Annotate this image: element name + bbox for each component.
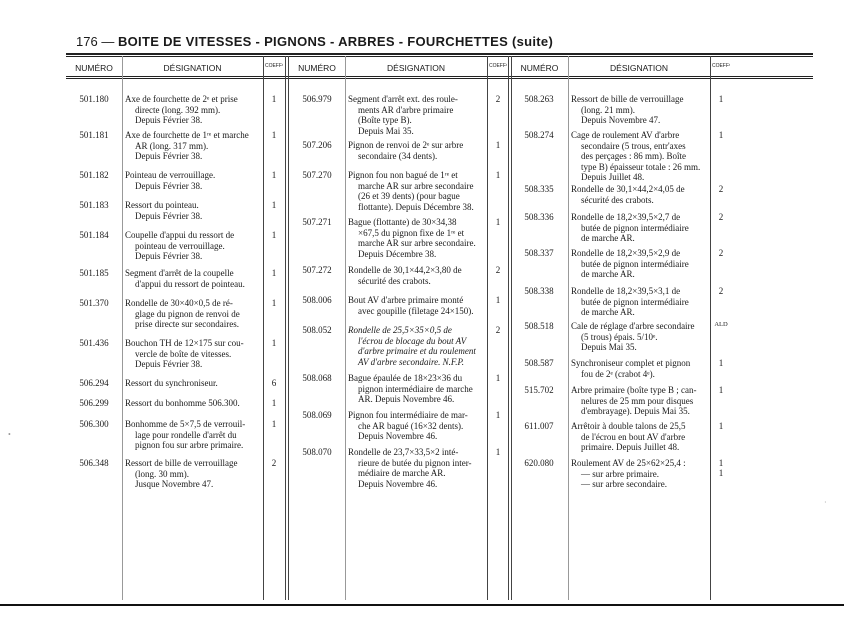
designation-line: Bague (flottante) de 30×34,38 — [348, 217, 457, 227]
part-designation — [571, 94, 710, 126]
part-designation — [125, 419, 263, 451]
part-designation — [125, 338, 263, 370]
part-number: 508.068 — [302, 373, 332, 383]
table-top-rule — [66, 53, 813, 55]
part-coefficient: 2 — [718, 212, 724, 222]
designation-line: d'embrayage). Depuis Mai 35. — [581, 406, 690, 416]
designation-line: Depuis Février 38. — [135, 251, 203, 261]
part-coefficient: 1 — [271, 94, 277, 104]
designation-line: Axe de fourchette de 1ʳᵉ et marche — [125, 130, 249, 140]
designation-line: glage du pignon de renvoi de — [135, 308, 240, 319]
designation-line: Jusque Novembre 47. — [135, 479, 214, 489]
designation-line: Pignon fou intermédiaire de mar- — [348, 410, 468, 420]
designation-line: lage pour rondelle d'arrêt du — [135, 429, 237, 440]
designation-line: avec goupille (filetage 24×150). — [358, 305, 474, 316]
part-number: 506.348 — [79, 458, 109, 468]
designation-line: pignon fou sur arbre primaire. — [135, 440, 244, 450]
designation-line: AR (long. 317 mm). — [135, 140, 209, 151]
part-number: 508.070 — [302, 447, 332, 457]
designation-line: Ressort de bille de verrouillage — [125, 458, 238, 468]
table-top-rule-thin — [66, 56, 813, 57]
designation-line: Cale de réglage d'arbre secondaire — [571, 321, 695, 331]
part-designation — [571, 358, 710, 379]
header-bottom-rule — [66, 76, 813, 77]
designation-line: ments AR d'arbre primaire — [358, 104, 454, 115]
designation-line: Depuis Février 38. — [135, 359, 203, 369]
part-number: 506.979 — [302, 94, 332, 104]
part-designation — [348, 325, 487, 367]
designation-line: Depuis Février 38. — [135, 180, 203, 191]
part-designation — [571, 286, 710, 318]
part-designation — [125, 170, 263, 191]
part-coefficient: 1 — [718, 130, 724, 140]
col-separator-2a — [508, 56, 509, 600]
designation-line: rieure de butée du pignon inter- — [358, 457, 472, 468]
designation-line: ×67,5 du pignon fixe de 1ʳᵉ et — [358, 227, 465, 238]
part-coefficient: 1 — [271, 338, 277, 348]
designation-line: sécurité des crabots. — [358, 275, 431, 286]
part-number: 508.274 — [524, 130, 554, 140]
designation-line: marche AR sur arbre secondaire — [358, 180, 474, 191]
part-number: 508.338 — [524, 286, 554, 296]
part-designation — [125, 398, 263, 409]
part-coefficient: 2 — [718, 248, 724, 258]
page-number: 176 — [76, 34, 98, 49]
designation-line: butée de pignon intermédiaire — [581, 296, 689, 307]
part-coefficient: 1 — [495, 373, 501, 383]
col3-numero-rule — [568, 56, 569, 600]
part-number: 620.080 — [524, 458, 554, 468]
part-coefficient: 1 — [271, 268, 277, 278]
part-number: 611.007 — [524, 421, 554, 431]
designation-line: type B) épaisseur totale : 26 mm. — [581, 161, 701, 172]
part-number: 501.185 — [79, 268, 109, 278]
designation-line: Pignon de renvoi de 2ᵉ sur arbre — [348, 140, 464, 150]
part-coefficient: 1 — [495, 410, 501, 420]
part-coefficient: 1 — [495, 295, 501, 305]
designation-line: Ressort du bonhomme 506.300. — [125, 398, 240, 408]
col1-numero-rule — [122, 56, 123, 600]
part-designation — [125, 94, 263, 126]
part-coefficient: 6 — [271, 378, 277, 388]
designation-line: Cage de roulement AV d'arbre — [571, 130, 680, 140]
designation-line: Roulement AV de 25×62×25,4 : — [571, 458, 686, 468]
part-designation — [348, 94, 487, 136]
designation-line: Depuis Mai 35. — [358, 125, 414, 136]
part-coefficient: 1 — [495, 217, 501, 227]
part-designation — [571, 458, 710, 490]
part-number: 501.180 — [79, 94, 109, 104]
designation-line: l'écrou de blocage du bout AV — [358, 335, 467, 346]
designation-line: Axe de fourchette de 2ᵉ et prise — [125, 94, 238, 104]
part-designation — [348, 170, 487, 212]
designation-line: Arbre primaire (boîte type B ; can- — [571, 385, 697, 395]
designation-line: pointeau de verrouillage. — [135, 240, 225, 251]
designation-line: Rondelle de 18,2×39,5×3,1 de — [571, 286, 681, 296]
part-designation — [348, 265, 487, 286]
part-coefficient: 1 — [271, 170, 277, 180]
designation-line: Ressort du pointeau. — [125, 200, 199, 210]
designation-line: Rondelle de 25,5×35×0,5 de — [348, 325, 452, 335]
part-coefficient: 1 — [495, 447, 501, 457]
designation-line: de marche AR. — [581, 307, 635, 317]
part-designation — [125, 298, 263, 330]
part-designation — [348, 447, 487, 489]
designation-line: Arrêtoir à double talons de 25,5 — [571, 421, 686, 431]
part-designation — [125, 200, 263, 221]
part-number: 507.270 — [302, 170, 332, 180]
part-number: 508.518 — [524, 321, 554, 331]
part-designation — [571, 248, 710, 280]
part-number: 508.069 — [302, 410, 332, 420]
designation-line: che AR bagué (16×32 dents). — [358, 420, 464, 431]
part-number: 506.294 — [79, 378, 109, 388]
part-number: 501.182 — [79, 170, 109, 180]
designation-line: Rondelle de 18,2×39,5×2,9 de — [571, 248, 681, 258]
part-coefficient: 1 — [718, 385, 724, 395]
part-designation — [348, 295, 487, 316]
col2-designation-header: DÉSIGNATION — [387, 63, 445, 73]
part-number: 501.184 — [79, 230, 109, 240]
designation-line: (Boîte type B). — [358, 115, 412, 125]
designation-line: pignon intermédiaire de marche — [358, 383, 473, 394]
designation-line: de marche AR. — [581, 233, 635, 243]
designation-line: AR. Depuis Novembre 46. — [358, 394, 455, 404]
part-coefficient: 1 — [718, 458, 724, 468]
designation-line: secondaire (5 trous, entr'axes — [581, 140, 686, 151]
part-designation — [348, 410, 487, 442]
part-coefficient: 1 — [495, 140, 501, 150]
part-coefficient: 2 — [271, 458, 277, 468]
designation-line: (5 trous) épais. 5/10ᵉ. — [581, 331, 658, 342]
designation-line: (long. 21 mm). — [581, 104, 635, 115]
part-coefficient: 1 — [271, 419, 277, 429]
page-header — [76, 34, 553, 49]
designation-line: Bout AV d'arbre primaire monté — [348, 295, 464, 305]
designation-line: Bonhomme de 5×7,5 de verrouil- — [125, 419, 246, 429]
part-number: 501.181 — [79, 130, 109, 140]
designation-line: Depuis Février 38. — [135, 151, 203, 161]
part-number: 508.336 — [524, 212, 554, 222]
designation-line: Pointeau de verrouillage. — [125, 170, 216, 180]
col1-numero-header: NUMÉRO — [75, 63, 113, 73]
part-number: 507.206 — [302, 140, 332, 150]
part-coefficient: 1 — [271, 298, 277, 308]
header-dash: — — [101, 34, 115, 49]
part-number: 508.587 — [524, 358, 554, 368]
part-coefficient: 2 — [495, 325, 501, 335]
part-coefficient: 2 — [718, 184, 724, 194]
part-coefficient: 2 — [718, 286, 724, 296]
designation-line: — sur arbre secondaire. — [581, 479, 667, 489]
designation-line: d'arbre primaire et du roulement — [358, 346, 476, 356]
designation-line: Segment d'arrêt de la coupelle — [125, 268, 234, 278]
designation-line: Ressort de bille de verrouillage — [571, 94, 684, 104]
part-designation — [125, 458, 263, 490]
part-number: 508.052 — [302, 325, 332, 335]
part-designation — [125, 130, 263, 162]
designation-line: secondaire (34 dents). — [358, 150, 438, 161]
designation-line: vercle de boîte de vitesses. — [135, 348, 232, 359]
part-number: 515.702 — [524, 385, 554, 395]
designation-line: (26 et 39 dents) (pour bague — [358, 191, 460, 201]
part-coefficient: 2 — [495, 94, 501, 104]
designation-line: Depuis Décembre 38. — [358, 248, 437, 259]
part-designation — [571, 321, 710, 353]
designation-line: Depuis Novembre 47. — [581, 115, 661, 125]
designation-line: médiaire de marche AR. — [358, 468, 446, 478]
part-coefficient: 1 — [271, 130, 277, 140]
designation-line: Bouchon TH de 12×175 sur cou- — [125, 338, 244, 348]
part-number: 507.271 — [302, 217, 332, 227]
part-coefficient: 1 — [718, 358, 724, 368]
part-coefficient: 1 — [718, 421, 724, 431]
designation-line: (long. 30 mm). — [135, 468, 189, 479]
designation-line: Rondelle de 30×40×0,5 de ré- — [125, 298, 233, 308]
col1-designation-header: DÉSIGNATION — [163, 63, 222, 73]
part-number: 508.335 — [524, 184, 554, 194]
designation-line: Depuis Novembre 46. — [358, 431, 438, 441]
col2-numero-rule — [345, 56, 346, 600]
part-number: 501.370 — [79, 298, 109, 308]
designation-line: Depuis Mai 35. — [581, 342, 637, 352]
part-coefficient: 1 — [718, 94, 724, 104]
part-coefficient: 1 — [271, 200, 277, 210]
part-number: 508.263 — [524, 94, 554, 104]
part-designation — [125, 230, 263, 262]
designation-line: de marche AR. — [581, 269, 635, 279]
part-number: 501.436 — [79, 338, 109, 348]
designation-line: flottante). Depuis Décembre 38. — [358, 201, 474, 212]
designation-line: primaire. Depuis Juillet 48. — [581, 442, 680, 452]
col2-coeff-header: COEFFᵗ — [488, 63, 508, 69]
margin-mark-left: • — [8, 430, 11, 439]
col3-numero-header: NUMÉRO — [520, 63, 559, 73]
designation-line: fou de 2ᵉ (crabot 4ᵉ). — [581, 368, 655, 379]
part-designation — [348, 140, 487, 161]
designation-line: marche AR sur arbre secondaire. — [358, 238, 476, 248]
part-number: 506.299 — [79, 398, 109, 408]
designation-line: sécurité des crabots. — [581, 194, 654, 205]
col3-coeff-header: COEFFᵗ — [711, 63, 731, 69]
part-coefficient: 2 — [495, 265, 501, 275]
col1-coeff-header: COEFFᵗ — [264, 63, 284, 69]
designation-line: Synchroniseur complet et pignon — [571, 358, 691, 368]
designation-line: Depuis Juillet 48. — [581, 172, 645, 182]
designation-line: Pignon fou non bagué de 1ʳᵉ et — [348, 170, 458, 180]
designation-line: d'appui du ressort de pointeau. — [135, 278, 245, 289]
header-bottom-rule-thin — [66, 78, 813, 79]
designation-line: nelures de 25 mm pour disques — [581, 395, 694, 406]
part-designation — [125, 268, 263, 289]
part-coefficient: 1 — [271, 230, 277, 240]
part-coefficient: 1 — [271, 398, 277, 408]
part-number: 506.300 — [79, 419, 109, 429]
col-separator-1a — [285, 56, 286, 600]
designation-line: Rondelle de 30,1×44,2×3,80 de — [348, 265, 462, 275]
designation-line: AV d'arbre secondaire. N.F.P. — [358, 356, 465, 367]
designation-line: butée de pignon intermédiaire — [581, 222, 689, 233]
designation-line: Segment d'arrêt ext. des roule- — [348, 94, 458, 104]
designation-line: directe (long. 392 mm). — [135, 104, 221, 115]
designation-line: Rondelle de 23,7×33,5×2 inté- — [348, 447, 459, 457]
part-number: 508.337 — [524, 248, 554, 258]
part-number: 501.183 — [79, 200, 109, 210]
designation-line: Rondelle de 30,1×44,2×4,05 de — [571, 184, 685, 194]
designation-line: Rondelle de 18,2×39,5×2,7 de — [571, 212, 681, 222]
page-bottom-rule — [0, 604, 844, 606]
designation-line: prise directe sur secondaires. — [135, 319, 239, 329]
part-designation — [125, 378, 263, 389]
part-coefficient: 1 — [495, 170, 501, 180]
part-designation — [348, 373, 487, 405]
designation-line: de l'écrou en bout AV d'arbre — [581, 431, 686, 442]
page-title: BOITE DE VITESSES - PIGNONS - ARBRES - FOURCHETTES (suite) — [117, 34, 554, 49]
designation-line: butée de pignon intermédiaire — [581, 258, 689, 269]
designation-line: Depuis Février 38. — [135, 210, 203, 221]
part-designation — [571, 130, 710, 183]
part-designation — [348, 217, 487, 259]
col2-numero-header: NUMÉRO — [298, 63, 336, 73]
designation-line: Depuis Novembre 46. — [358, 478, 438, 489]
designation-line: Coupelle d'appui du ressort de — [125, 230, 235, 240]
part-designation — [571, 212, 710, 244]
margin-mark-right: · — [824, 498, 827, 507]
designation-line: — sur arbre primaire. — [581, 468, 659, 479]
designation-line: Ressort du synchroniseur. — [125, 378, 218, 388]
designation-line: des perçages : 86 mm). Boîte — [581, 151, 686, 161]
col3-designation-header: DÉSIGNATION — [610, 63, 668, 73]
part-number: 508.006 — [302, 295, 332, 305]
designation-line: Bague épaulée de 18×23×36 du — [348, 373, 463, 383]
part-coefficient-secondary: 1 — [718, 468, 724, 478]
part-designation — [571, 421, 710, 453]
part-designation — [571, 385, 710, 417]
part-coefficient: ALD — [714, 321, 728, 328]
part-number: 507.272 — [302, 265, 332, 275]
designation-line: Depuis Février 38. — [135, 115, 203, 125]
part-designation — [571, 184, 710, 205]
